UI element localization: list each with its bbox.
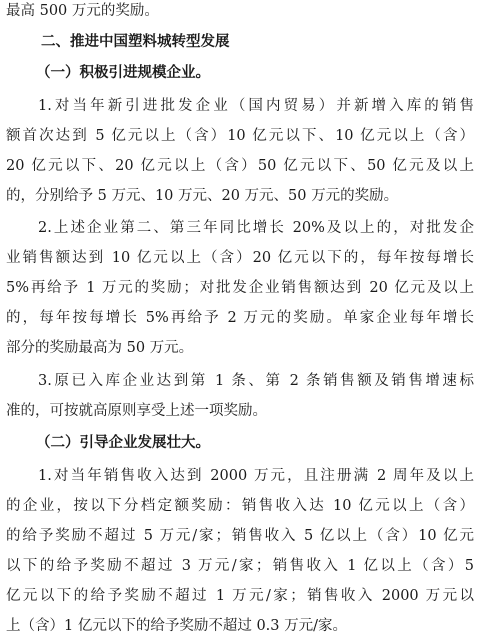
paragraph-line: 部分的奖励最高为 50 万元。 <box>6 340 194 356</box>
paragraph-line: 2.上述企业第二、第三年同比增长 20%及以上的，对批发企 <box>38 220 474 236</box>
paragraph-line: 1.对当年新引进批发企业（国内贸易）并新增入库的销售 <box>38 98 474 114</box>
paragraph-line: 的，每年按每增长 5%再给予 2 万元的奖励。单家企业每年增长 <box>6 310 474 326</box>
paragraph-line: 业销售额达到 10 亿元以上（含）20 亿元以下的，每年按每增长 <box>6 250 474 266</box>
text-line-continuation: 最高 500 万元的奖励。 <box>6 3 159 19</box>
paragraph-line: 的企业，按以下分档定额奖励：销售收入达 10 亿元以上（含） <box>6 498 474 514</box>
paragraph-line: 亿元以下的给予奖励不超过 1 万元/家；销售收入 2000 万元以 <box>6 588 474 604</box>
paragraph-line: 以下的给予奖励不超过 3 万元/家；销售收入 1 亿以上（含）5 <box>6 558 474 574</box>
paragraph-line: 准的，可按就高原则享受上述一项奖励。 <box>6 403 267 419</box>
paragraph-line: 1.对当年销售收入达到 2000 万元，且注册满 2 周年及以上 <box>38 468 474 484</box>
section-heading-2: 二、推进中国塑料城转型发展 <box>41 34 230 50</box>
paragraph-line: 的给予奖励不超过 5 万元/家；销售收入 5 亿以上（含）10 亿元 <box>6 528 474 544</box>
paragraph-line: 3.原已入库企业达到第 1 条、第 2 条销售额及销售增速标 <box>38 373 474 389</box>
paragraph-line: 的，分别给予 5 万元、10 万元、20 万元、50 万元的奖励。 <box>6 188 399 204</box>
subsection-heading-2: （二）引导企业发展壮大。 <box>36 434 210 451</box>
paragraph-line: 20 亿元以下、20 亿元以上（含）50 亿元以下、50 亿元及以上 <box>6 158 474 174</box>
paragraph-line: 上（含）1 亿元以下的给予奖励不超过 0.3 万元/家。 <box>6 618 347 634</box>
paragraph-line: 5%再给予 1 万元的奖励；对批发企业销售额达到 20 亿元及以上 <box>6 280 474 296</box>
subsection-heading-1: （一）积极引进规模企业。 <box>36 64 210 81</box>
paragraph-line: 额首次达到 5 亿元以上（含）10 亿元以下、10 亿元以上（含） <box>6 128 474 144</box>
